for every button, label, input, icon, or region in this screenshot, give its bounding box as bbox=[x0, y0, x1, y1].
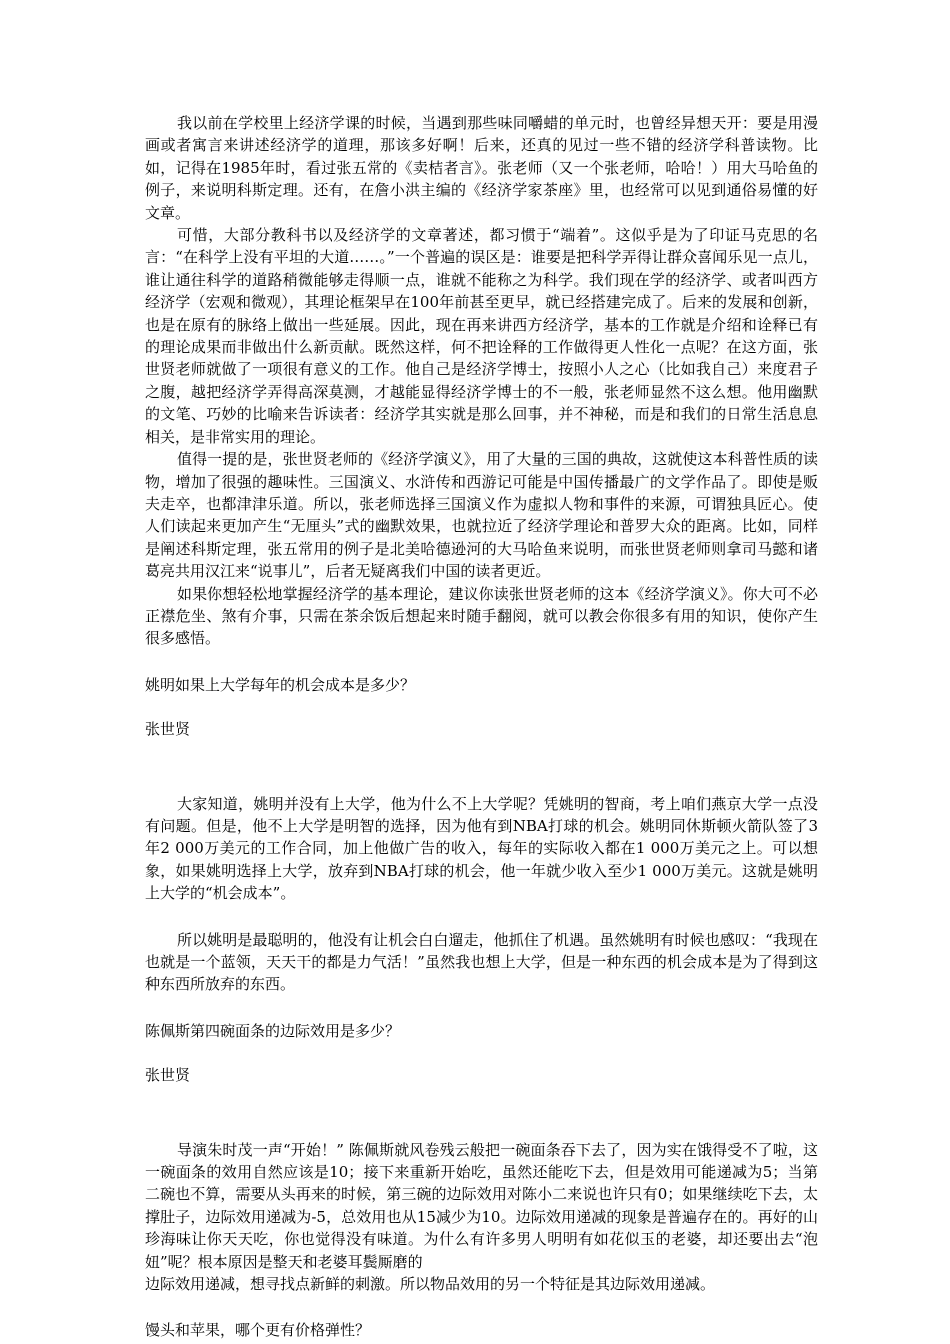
section-author-2: 张世贤 bbox=[145, 1066, 191, 1085]
intro-paragraph-1: 我以前在学校里上经济学课的时候，当遇到那些味同嚼蜡的单元时，也曾经异想天开：要是用漫画或者寓言来讲述经济学的道理，那该多好啊！后来，还真的见过一些不错的经济学科普读物。比如，记得在1985年时，看过张五常的《卖桔者言》。张老师（又一个张老师，哈哈！）用大马哈鱼的例子，来说明科斯定理。还有，在詹小洪主编的《经济学家茶座》里，也经常可以见到通俗易懂的好文章。 bbox=[145, 114, 818, 222]
chen-peisi-paragraph-2: 边际效用递减，想寻找点新鲜的刺激。所以物品效用的另一个特征是其边际效用递减。 bbox=[145, 1275, 716, 1294]
section-title-chen-peisi: 陈佩斯第四碗面条的边际效用是多少？ bbox=[145, 1021, 401, 1040]
intro-paragraph-2: 可惜，大部分教科书以及经济学的文章著述，都习惯于“端着”。这似乎是为了印证马克思的名言：“在科学上没有平坦的大道……。”一个普遍的误区是：谁要是把科学弄得让群众喜闻乐见一点儿，谁让通往科学的道路稍微能够走得顺一点，谁就不能称之为科学。我们现在学的经济学、或者叫西方经济学（宏观和微观），其理论框架早在100年前甚至更早，就已经搭建完成了。后来的发展和创新，也是在原有的脉络上做出一些延展。因此，现在再来讲西方经济学，基本的工作就是介绍和诠释已有的理论成果而非做出什么新贡献。既然这样，何不把诠释的工作做得更人性化一点呢？在这方面，张世贤老师就做了一项很有意义的工作。他自己是经济学博士，按照小人之心（比如我自己）来度君子之腹，越把经济学弄得高深莫测，才越能显得经济学博士的不一般，张老师显然不这么想。他用幽默的文笔、巧妙的比喻来告诉读者：经济学其实就是那么回事，并不神秘，而是和我们的日常生活息息相关，是非常实用的理论。 bbox=[145, 226, 818, 446]
yao-ming-paragraph-2: 所以姚明是最聪明的，他没有让机会白白遛走，他抓住了机遇。虽然姚明有时候也感叹：“我现在也就是一个蓝领，天天干的都是力气活！”虽然我也想上大学，但是一种东西的机会成本是为了得到这种东西所放弃的东西。 bbox=[145, 930, 818, 994]
section-title-yao-ming: 姚明如果上大学每年的机会成本是多少？ bbox=[145, 675, 416, 694]
yao-ming-paragraph-1: 大家知道，姚明并没有上大学，他为什么不上大学呢？凭姚明的智商，考上咱们燕京大学一点没有问题。但是，他不上大学是明智的选择，因为他有到NBA打球的机会。姚明同休斯顿火箭队签了3年2 000万美元的工作合同，加上他做广告的收入，每年的实际收入都在1 000万美元之上。可以想象，如果姚明选择上大学，放弃到NBA打球的机会，他一年就少收入至少1 000万美元。这就是姚明上大学的“机会成本”。 bbox=[145, 794, 818, 903]
intro-paragraph-4: 如果你想轻松地掌握经济学的基本理论，建议你读张世贤老师的这本《经济学演义》。你大可不必正襟危坐、煞有介事，只需在茶余饭后想起来时随手翻阅，就可以教会你很多有用的知识，使你产生很多感悟。 bbox=[145, 584, 818, 648]
intro-paragraph-3: 值得一提的是，张世贤老师的《经济学演义》，用了大量的三国的典故，这就使这本科普性质的读物，增加了很强的趣味性。三国演义、水浒传和西游记可能是中国传播最广的文学作品了。即使是贩夫走卒，也都津津乐道。所以，张老师选择三国演义作为虚拟人物和事件的来源，可谓独具匠心。使人们读起来更加产生“无厘头”式的幽默效果，也就拉近了经济学理论和普罗大众的距离。比如，同样是阐述科斯定理，张五常用的例子是北美哈德逊河的大马哈鱼来说明，而张世贤老师则拿司马懿和诸葛亮共用汉江来“说事儿”，后者无疑离我们中国的读者更近。 bbox=[145, 450, 818, 581]
chen-peisi-paragraph-1: 导演朱时茂一声“开始！” 陈佩斯就风卷残云般把一碗面条吞下去了，因为实在饿得受不了啦，这一碗面条的效用自然应该是10；接下来重新开始吃，虽然还能吃下去，但是效用可能递减为5；当第二碗也不算，需要从头再来的时候，第三碗的边际效用对陈小二来说也许只有0；如果继续吃下去，太撑肚子，边际效用递减为-5，总效用也从15减少为10。边际效用递减的现象是普遍存在的。再好的山珍海味让你天天吃，你也觉得没有味道。为什么有许多男人明明有如花似玉的老婆，却还要出去“泡妞”呢？根本原因是整天和老婆耳鬓厮磨的 bbox=[145, 1140, 818, 1271]
section-author-1: 张世贤 bbox=[145, 720, 191, 739]
section-title-price-elasticity: 馒头和苹果，哪个更有价格弹性？ bbox=[145, 1321, 371, 1340]
